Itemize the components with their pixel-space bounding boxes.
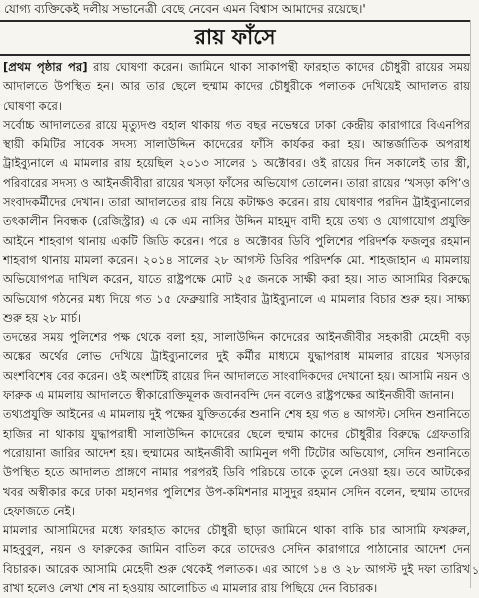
article-paragraph: সর্বোচ্চ আদালতের রায়ে মৃত্যুদণ্ড বহাল থাকায় গত বছর নভেম্বরে ঢাকা কেন্দ্রীয় কারাগারে বিএনপির স্থায়ী কমিটির সাবেক সদস্য সালাউদ্দিন কাদেরের ফাঁসি কার্যকর করা হয়। আন্তর্জাতিক অপরাধ ট্রাইব্যুনালে এ মামলার রায় হয়েছিল ২০১৩ সালের ১ অক্টোবর। ওই রায়ের দিন সকালেই তার স্ত্রী, পরিবারের সদস্য ও আইনজীবীরা রায়ের খসড়া ফাঁসের অভিযোগ তোলেন। তারা রায়ের ‘খসড়া কপি’ও সংবাদকর্মীদের দেখান। তারা আদালতের রায় নিয়ে কটাক্ষও করেন। রায় ঘোষণার পরদিন ট্রাইব্যুনালের তৎকালীন নিবন্ধক (রেজিস্ট্রার) এ কে এম নাসির উদ্দিন মাহমুদ বাদী হয়ে তথ্য ও যোগাযোগ প্রযুক্তি আইনে শাহবাগ থানায় একটি জিডি করেন। পরে ৪ অক্টোবর ডিবি পুলিশের পরিদর্শক ফজলুর রহমান শাহবাগ থানায় মামলা করেন। ২০১৪ সালের ২৮ আগস্ট ডিবির পরিদর্শক মো. শাহজাহান এ মামলায় অভিযোগপত্র দাখিল করেন, যাতে রাষ্ট্রপক্ষে মোট ২৫ জনকে সাক্ষী করা হয়। সাত আসামির বিরুদ্ধে অভিযোগ গঠনের মধ্য দিয়ে গত ১৫ ফেব্রুয়ারি সাইবার ট্রাইব্যুনালে এ মামলার বিচার শুরু হয়। সাক্ষ্য শুরু হয় ২৮ মার্চ। [3,117,470,325]
column-divider [470,20,471,588]
article-paragraph: তথ্যপ্রযুক্তি আইনের এ মামলায় দুই পক্ষের যুক্তিতর্কের শুনানি শেষ হয় গত ৪ আগস্ট। সেদিন শুনানিতে হাজির না থাকায় যুদ্ধাপরাধী সালাউদ্দিন কাদেরের ছেলে হুম্মাম কাদের চৌধুরীর বিরুদ্ধে গ্রেফতারি পরোয়ানা জারির আদেশ হয়। হুম্মামের আইনজীবী আমিনুল গণী টিটোর অভিযোগ, সেদিন শুনানিতে উপস্থিত হতে আদালত প্রাঙ্গণে নামার পরপরই ডিবি পরিচয়ে তাকে তুলে নেওয়া হয়। তবে আটকের খবর অস্বীকার করে ঢাকা মহানগর পুলিশের উপ-কমিশনার মাসুদুর রহমান সেদিন বলেন, হুম্মাম তাদের হেফাজতে নেই। [3,407,470,518]
previous-article-closing-line: যোগ্য ব্যক্তিকেই দলীয় সভানেত্রী বেছে নেবেন এমন বিশ্বাস আমাদের রয়েছে।' [4,2,366,16]
continuation-kicker: [প্রথম পৃষ্ঠার পর] [3,60,88,74]
article-body [3,58,471,596]
adjacent-column-fragment: ১ [472,564,479,577]
headline-divider [0,54,470,56]
paragraph-text: রায় ঘোষণা করেন। জামিনে থাকা সাকাপন্থী ফারহাত কাদের চৌধুরী রায়ের সময় আদালতে উপস্থিত হন। আর তার ছেলে হুম্মাম কাদের চৌধুরীকে পলাতক দেখিয়েই আদালত রায় ঘোষণা করে। [3,60,471,113]
article-paragraph: তদন্তের সময় পুলিশের পক্ষ থেকে বলা হয়, সালাউদ্দিন কাদেরের আইনজীবীর সহকারী মেহেদী বড় অঙ্কের অর্থের লোভ দেখিয়ে ট্রাইব্যুনালের দুই কর্মীর মাধ্যমে যুদ্ধাপরাধ মামলার রায়ের খসড়ার অংশবিশেষ বের করেন। ওই অংশটিই রায়ের দিন আদালতে সাংবাদিকদের দেখানো হয়। আসামি নয়ন ও ফারুক এ মামলায় আদালতে স্বীকারোক্তিমূলক জবানবন্দি দেন বলেও রাষ্ট্রপক্ষের আইনজীবী জানান। [3,330,470,403]
article-headline: রায় ফাঁসে [194,24,276,49]
article-paragraph: মামলার আসামিদের মধ্যে ফারহাত কাদের চৌধুরী ছাড়া জামিনে থাকা বাকি চার আসামি ফখরুল, মাহবুবুল, নয়ন ও ফারুকের জামিন বাতিল করে তাদেরও সেদিন কারাগারে পাঠানোর আদেশ দেন বিচারক। আরেক আসামি মেহেদী শুরু থেকেই পলাতক। এর আগে ১৪ ও ২৮ আগস্ট দুই দফা তারিখ রাখা হলেও লেখা শেষ না হওয়ায় আলোচিত এ মামলার রায় পিছিয়ে দেন বিচারক। [3,523,470,596]
article-paragraph [3,58,470,116]
